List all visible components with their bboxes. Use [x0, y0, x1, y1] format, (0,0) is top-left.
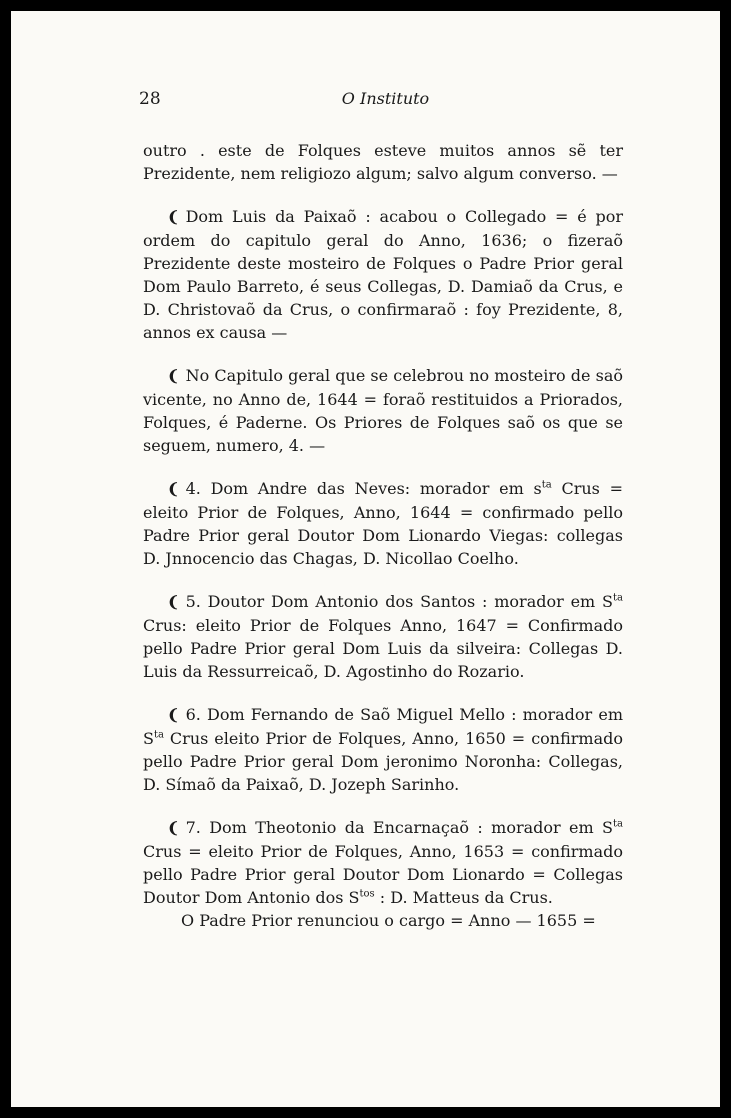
paragraph-text: 5. Doutor Dom Antonio dos Santos : morador em S	[185, 592, 614, 611]
paragraph-text: Crus: eleito Prior de Folques Anno, 1647 = Confirmado pello Padre Prior geral Dom Luis da silveira: Collegas D. Luis da Ressurreicaõ, D. Agostinho do Rozario.	[143, 616, 623, 681]
paragraph-text: : D. Matteus da Crus.	[374, 888, 553, 907]
superscript: ta	[613, 818, 623, 830]
paragraph-mark-icon: ❨	[167, 367, 180, 385]
superscript: tos	[359, 888, 375, 900]
paragraph-mark-icon: ❨	[167, 593, 180, 611]
paragraph-renunciou	[143, 909, 623, 932]
superscript: ta	[613, 592, 623, 604]
document-page	[11, 11, 720, 1107]
page-header	[11, 89, 720, 113]
superscript: ta	[541, 479, 552, 491]
paragraph-text: outro . este de Folques esteve muitos annos sẽ ter Prezidente, nem religiozo algum; salvo algum converso. —	[143, 141, 623, 183]
page-number: 28	[139, 89, 161, 109]
body-text	[143, 139, 623, 932]
paragraph-text: Crus = eleito Prior de Folques, Anno, 1653 = confirmado pello Padre Prior geral Doutor Dom Lionardo = Collegas Doutor Dom Antonio dos S	[143, 842, 623, 907]
paragraph-prior-7	[143, 816, 623, 909]
paragraph-prior-5	[143, 590, 623, 683]
paragraph-dom-luis	[143, 205, 623, 344]
paragraph-continuation	[143, 139, 623, 185]
paragraph-capitulo-geral	[143, 364, 623, 457]
paragraph-text: Crus eleito Prior de Folques, Anno, 1650 = confirmado pello Padre Prior geral Dom jeronimo Noronha: Collegas, D. Símaõ da Paixaõ, D. Jozeph Sarinho.	[143, 729, 623, 794]
running-title: O Instituto	[341, 89, 430, 108]
paragraph-mark-icon: ❨	[167, 208, 180, 226]
paragraph-prior-6	[143, 703, 623, 796]
paragraph-text: 6. Dom Fernando de Saõ Miguel Mello : morador em S	[143, 705, 623, 748]
paragraph-text: 7. Dom Theotonio da Encarnaçaõ : morador em S	[185, 818, 614, 837]
paragraph-mark-icon: ❨	[167, 819, 180, 837]
paragraph-prior-4	[143, 477, 623, 570]
paragraph-mark-icon: ❨	[167, 480, 180, 498]
paragraph-text: Crus = eleito Prior de Folques, Anno, 1644 = confirmado pello Padre Prior geral Doutor Dom Lionardo Viegas: collegas D. Jnnocencio das Chagas, D. Nicollao Coelho.	[143, 479, 624, 568]
paragraph-text: O Padre Prior renunciou o cargo = Anno — 1655 =	[181, 911, 596, 930]
superscript: ta	[153, 729, 164, 741]
paragraph-mark-icon: ❨	[167, 706, 180, 724]
paragraph-text: No Capitulo geral que se celebrou no mosteiro de saõ vicente, no Anno de, 1644 = foraõ restituidos a Priorados, Folques, é Paderne. Os Priores de Folques saõ os que se seguem, numero, 4. —	[143, 366, 623, 455]
paragraph-text: Dom Luis da Paixaõ : acabou o Collegado = é por ordem do capitulo geral do Anno, 1636; o fizeraõ Prezidente deste mosteiro de Folques o Padre Prior geral Dom Paulo Barreto, é seus Collegas, D. Damiaõ da Crus, e D. Christovaõ da Crus, o confirmaraõ : foy Prezidente, 8, annos ex causa —	[143, 207, 623, 342]
paragraph-text: 4. Dom Andre das Neves: morador em s	[185, 479, 542, 498]
